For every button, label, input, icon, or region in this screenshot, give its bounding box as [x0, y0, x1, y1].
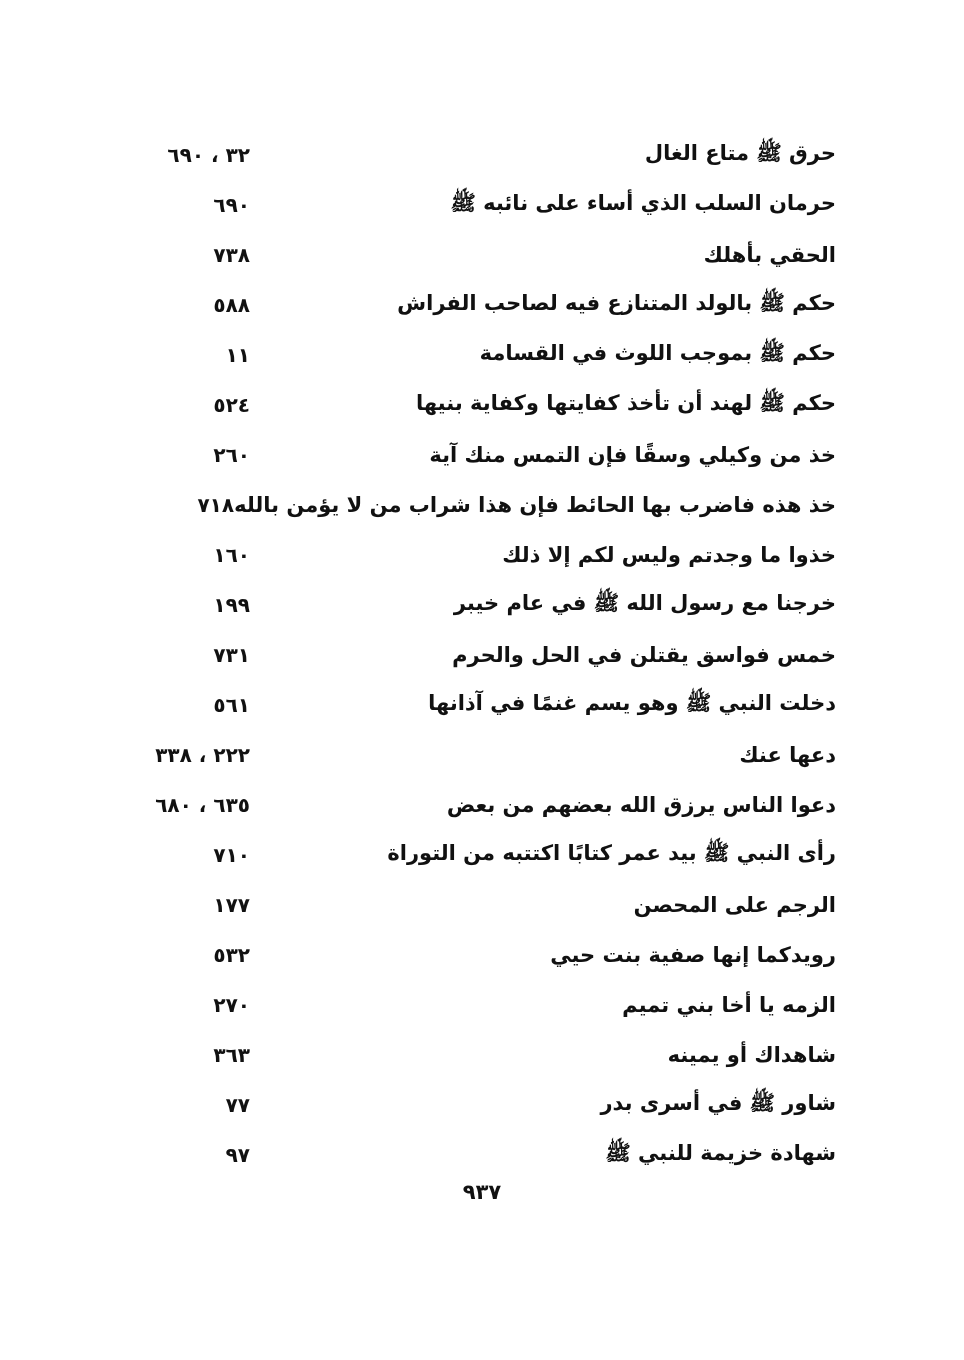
entry-text: خذوا ما وجدتم وليس لكم إلا ذلك	[502, 543, 836, 567]
entry-text: حرمان السلب الذي أساء على نائبه ﷺ	[450, 190, 836, 215]
page-number: ٩٣٧	[462, 1180, 502, 1204]
entry-pages: ٥٢٤	[213, 393, 250, 417]
entry-text: حرق ﷺ متاع الغال	[644, 140, 836, 165]
entry-text: شاهداك أو يمينه	[667, 1043, 836, 1067]
entry-text: الحقي بأهلك	[703, 243, 836, 267]
entry-text: خمس فواسق يقتلن في الحل والحرم	[452, 643, 836, 667]
entry-pages: ٧٣١	[213, 643, 250, 667]
index-entry	[140, 730, 836, 780]
entry-pages: ٧١٨	[197, 493, 235, 517]
index-entry	[140, 930, 836, 980]
entry-pages: ٩٧	[225, 1143, 250, 1167]
index-entry	[140, 1130, 836, 1180]
entry-text: خرجنا مع رسول الله ﷺ في عام خيبر	[453, 590, 836, 615]
entry-pages: ٥٣٢	[213, 943, 250, 967]
index-entry	[140, 180, 836, 230]
entry-pages: ١١	[225, 343, 250, 367]
entry-pages: ٢٦٠	[213, 443, 250, 467]
entry-pages: ١٩٩	[213, 593, 250, 617]
index-entry	[140, 530, 836, 580]
entry-pages: ٥٨٨	[213, 293, 250, 317]
index-entry	[140, 280, 836, 330]
index-entry	[140, 230, 836, 280]
index-entry	[140, 680, 836, 730]
entry-text: شهادة خزيمة للنبي ﷺ	[605, 1140, 836, 1165]
entry-text: خذ من وكيلي وسقًا فإن التمس منك آية	[429, 443, 836, 467]
index-entry	[140, 430, 836, 480]
entry-pages: ٦٩٠	[213, 193, 250, 217]
entry-pages: ٣٢ ، ٦٩٠	[167, 143, 250, 167]
index-entry	[140, 380, 836, 430]
index-entry	[140, 630, 836, 680]
entry-text: رويدكما إنها صفية بنت حيي	[550, 943, 836, 967]
index-entry	[140, 330, 836, 380]
entry-pages: ١٦٠	[213, 543, 250, 567]
entry-pages: ٥٦١	[213, 693, 250, 717]
entry-text: خذ هذه فاضرب بها الحائط فإن هذا شراب من لا يؤمن بالله	[234, 493, 836, 517]
index-entry	[140, 1080, 836, 1130]
entry-pages: ٧٧	[225, 1093, 250, 1117]
entry-pages: ٧٣٨	[213, 243, 250, 267]
entry-text: رأى النبي ﷺ بيد عمر كتابًا اكتتبه من التوراة	[387, 840, 836, 865]
entry-text: دعها عنك	[739, 743, 836, 767]
entry-pages: ٢٢٢ ، ٣٣٨	[155, 743, 250, 767]
entry-pages: ٧١٠	[213, 843, 250, 867]
entry-text: دعوا الناس يرزق الله بعضهم من بعض	[446, 793, 836, 817]
entry-text: حكم ﷺ بموجب اللوث في القسامة	[479, 340, 836, 365]
entry-pages: ٣٦٣	[213, 1043, 250, 1067]
index-entry	[140, 480, 836, 530]
entry-pages: ٢٧٠	[213, 993, 250, 1017]
entry-text: حكم ﷺ لهند أن تأخذ كفايتها وكفاية بنيها	[415, 390, 836, 415]
index-entry	[140, 580, 836, 630]
entry-text: حكم ﷺ بالولد المتنازع فيه لصاحب الفراش	[397, 290, 836, 315]
entry-text: شاور ﷺ في أسرى بدر	[600, 1090, 836, 1115]
index-entry	[140, 130, 836, 180]
hadith-index-list	[140, 130, 836, 1180]
entry-pages: ١٧٧	[213, 893, 250, 917]
entry-pages: ٦٣٥ ، ٦٨٠	[155, 793, 250, 817]
entry-text: دخلت النبي ﷺ وهو يسم غنمًا في آذانها	[428, 690, 836, 715]
index-entry	[140, 980, 836, 1030]
entry-text: الرجم على المحصن	[633, 893, 836, 917]
index-entry	[140, 880, 836, 930]
entry-text: الزمه يا أخا بني تميم	[622, 993, 836, 1017]
index-entry	[140, 1030, 836, 1080]
index-entry	[140, 830, 836, 880]
index-entry	[140, 780, 836, 830]
